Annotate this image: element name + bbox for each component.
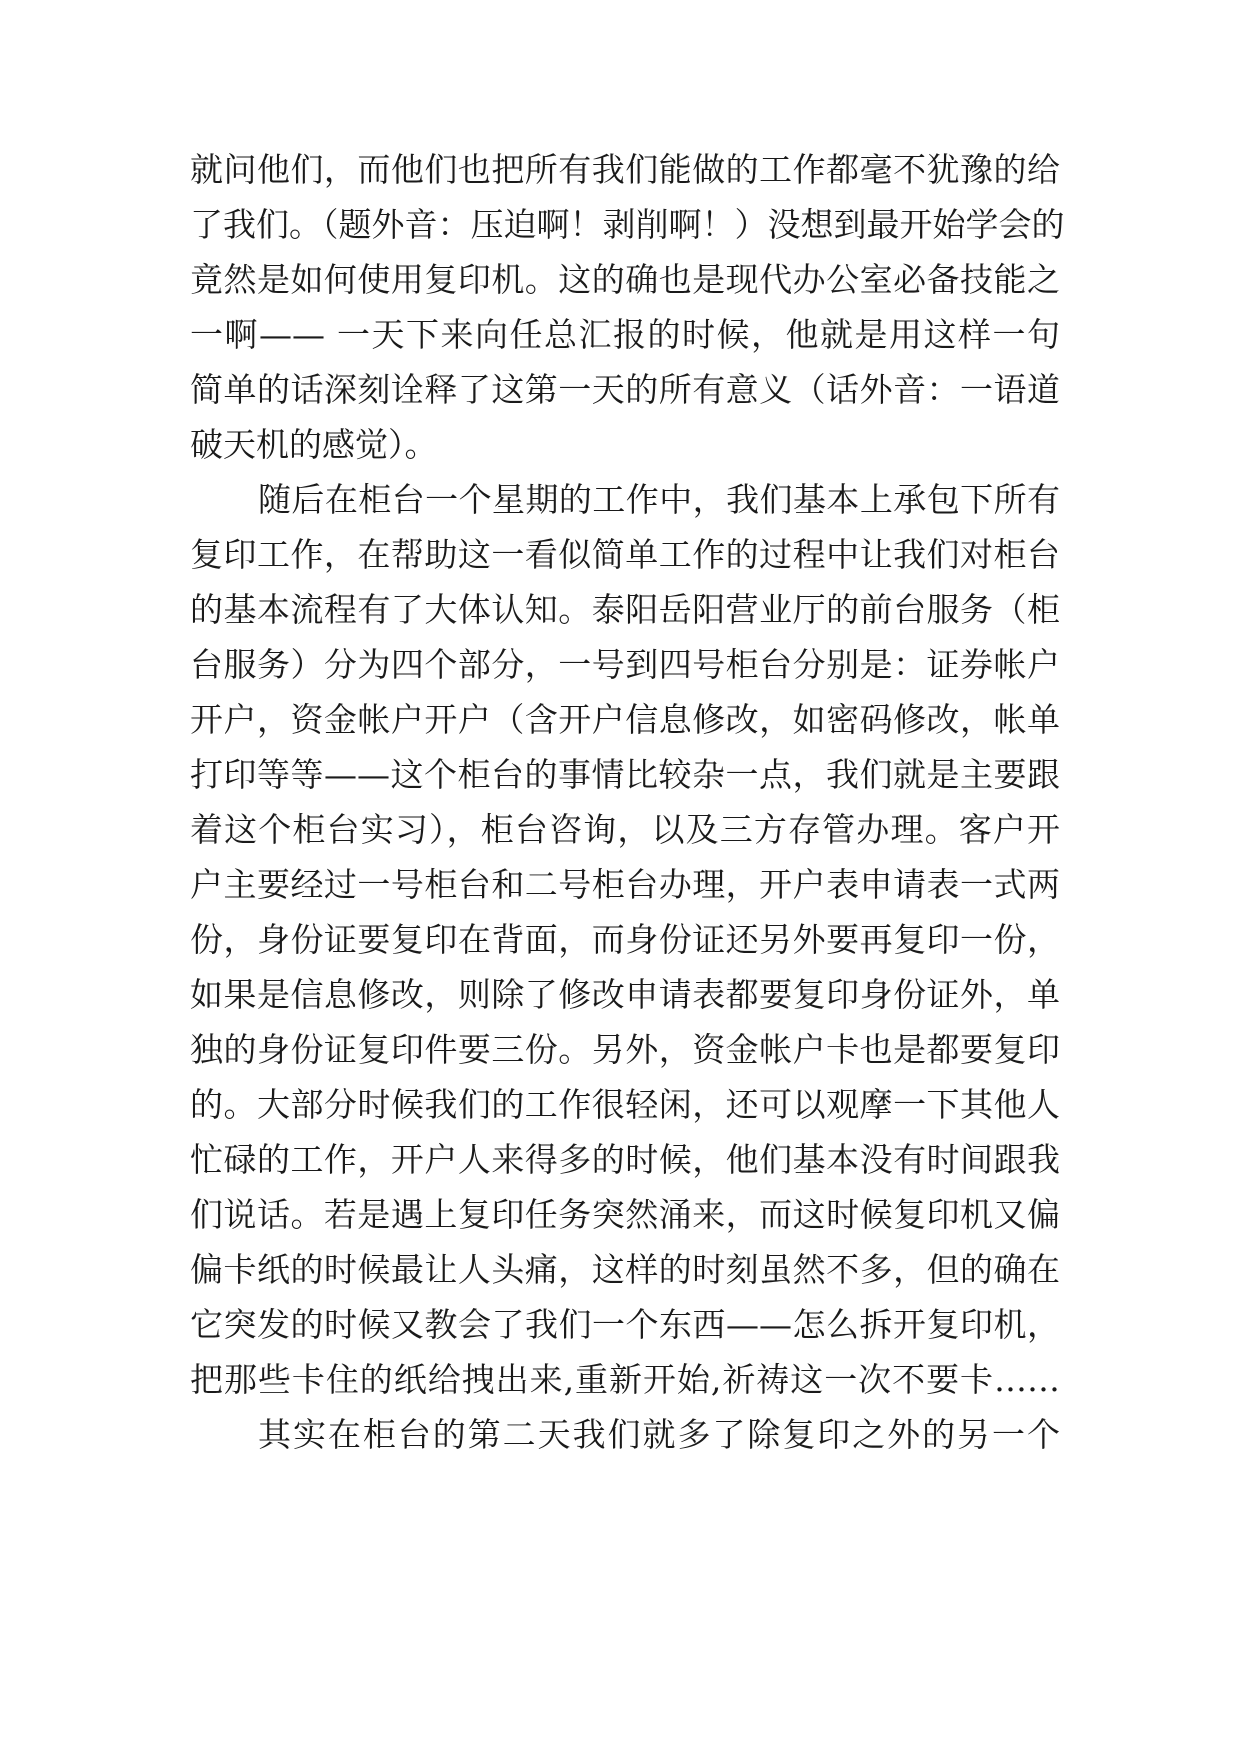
paragraph-2-line-10: 如果是信息修改，则除了修改申请表都要复印身份证外，单 [190, 975, 1060, 1014]
paragraph-1-line-2: 了我们。（题外音：压迫啊！剥削啊！）没想到最开始学会的 [190, 205, 1065, 244]
paragraph-2-line-3: 的基本流程有了大体认知。泰阳岳阳营业厅的前台服务（柜 [190, 590, 1060, 629]
paragraph-2-line-7: 着这个柜台实习），柜台咨询，以及三方存管办理。客户开 [190, 810, 1060, 849]
paragraph-2-line-8: 户主要经过一号柜台和二号柜台办理，开户表申请表一式两 [190, 865, 1060, 904]
paragraph-2-line-12: 的。大部分时候我们的工作很轻闲，还可以观摩一下其他人 [190, 1085, 1060, 1124]
paragraph-1-line-5: 简单的话深刻诠释了这第一天的所有意义（话外音：一语道 [190, 370, 1060, 409]
paragraph-1-line-1: 就问他们，而他们也把所有我们能做的工作都毫不犹豫的给 [190, 150, 1060, 189]
paragraph-1-line-6: 破天机的感觉）。 [190, 425, 438, 464]
paragraph-2-line-5: 开户，资金帐户开户（含开户信息修改，如密码修改，帐单 [190, 700, 1060, 739]
paragraph-2-line-16: 它突发的时候又教会了我们一个东西——怎么拆开复印机， [190, 1305, 1060, 1344]
paragraph-2-line-14: 们说话。若是遇上复印任务突然涌来，而这时候复印机又偏 [190, 1195, 1060, 1234]
paragraph-3-line-1: 其实在柜台的第二天我们就多了除复印之外的另一个 [258, 1415, 1060, 1454]
paragraph-2-line-1: 随后在柜台一个星期的工作中，我们基本上承包下所有 [258, 480, 1060, 519]
paragraph-2-line-13: 忙碌的工作，开户人来得多的时候，他们基本没有时间跟我 [190, 1140, 1060, 1179]
paragraph-2-line-15: 偏卡纸的时候最让人头痛，这样的时刻虽然不多，但的确在 [190, 1250, 1060, 1289]
paragraph-2-line-17: 把那些卡住的纸给拽出来,重新开始,祈祷这一次不要卡…… [190, 1360, 1060, 1399]
paragraph-2-line-6: 打印等等——这个柜台的事情比较杂一点，我们就是主要跟 [190, 755, 1060, 794]
paragraph-2-line-9: 份，身份证要复印在背面，而身份证还另外要再复印一份， [190, 920, 1060, 959]
paragraph-1-line-3: 竟然是如何使用复印机。这的确也是现代办公室必备技能之 [190, 260, 1060, 299]
paragraph-2-line-4: 台服务）分为四个部分，一号到四号柜台分别是：证券帐户 [190, 645, 1060, 684]
paragraph-2-line-11: 独的身份证复印件要三份。另外，资金帐户卡也是都要复印 [190, 1030, 1060, 1069]
paragraph-2-line-2: 复印工作，在帮助这一看似简单工作的过程中让我们对柜台 [190, 535, 1060, 574]
paragraph-1-line-4: 一啊—— 一天下来向任总汇报的时候，他就是用这样一句 [190, 315, 1060, 354]
